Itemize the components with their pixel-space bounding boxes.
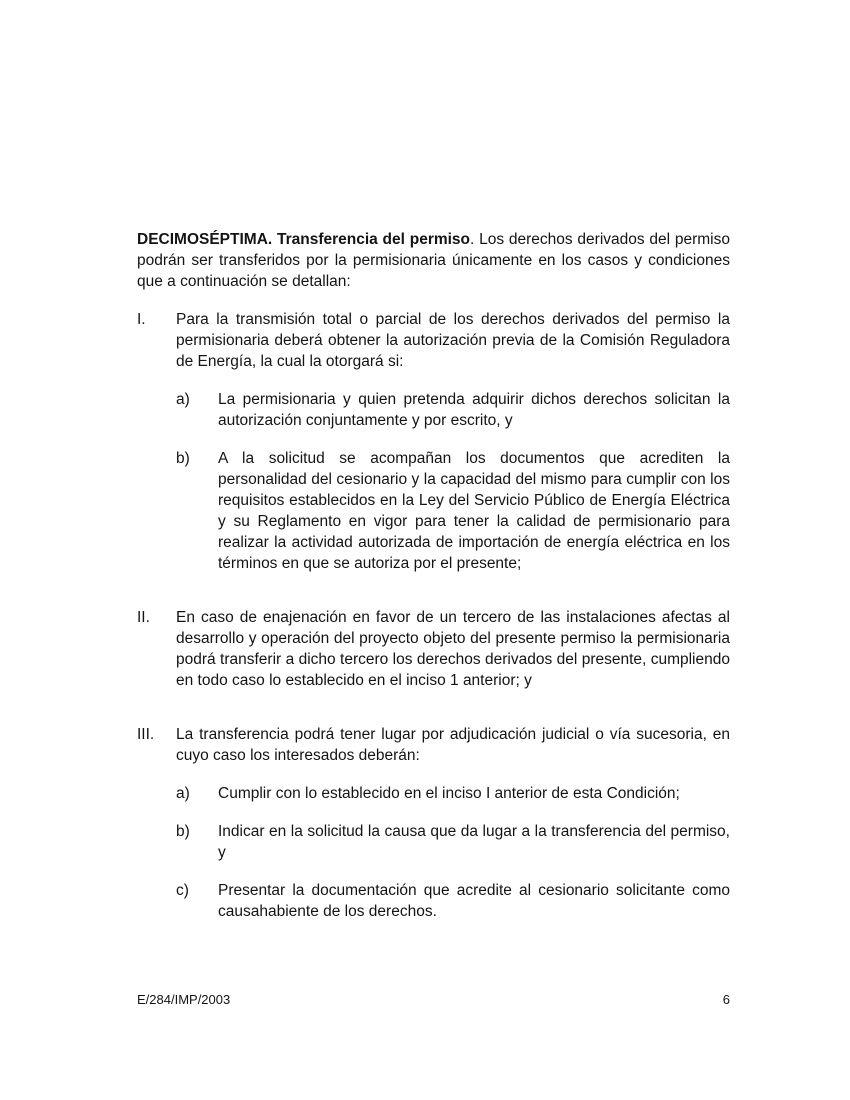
clause-title: DECIMOSÉPTIMA. Transferencia del permiso [137,231,471,248]
section-text: En caso de enajenación en favor de un tercero de las instalaciones afectas al desarrollo y operación del proyecto objeto del presente permiso la permisionaria podrá transferir a dicho tercero los derechos derivados del presente, cumpliendo en todo caso lo establecido en el inciso 1 anterior; y [176,609,730,689]
section-roman-i [137,309,730,574]
section-number: I. [137,311,146,328]
item-text: Cumplir con lo establecido en el inciso I anterior de esta Condición; [218,785,680,802]
section-text: Para la transmisión total o parcial de los derechos derivados del permiso la permisionaria deberá obtener la autorización previa de la Comisión Reguladora de Energía, la cual la otorgará si: [176,311,730,370]
section-roman-ii [137,607,730,691]
section-body [176,309,730,574]
item-text: Indicar en la solicitud la causa que da lugar a la transferencia del permiso, y [218,823,730,861]
page-number: 6 [722,992,730,1007]
list-item-iii-a [176,783,730,804]
clause-intro-text: . Los derechos derivados del permiso podrán ser transferidos por la permisionaria únicamente en los casos y condiciones que a continuación se detallan: [137,231,730,290]
section-number: III. [137,726,155,743]
item-label: a) [176,391,190,408]
item-text: Presentar la documentación que acredite al cesionario solicitante como causahabiente de los derechos. [218,882,730,920]
list-item-iii-b [176,821,730,863]
clause-paragraph [137,229,730,292]
section-body [176,724,730,922]
item-label: b) [176,823,190,840]
section-text: La transferencia podrá tener lugar por adjudicación judicial o vía sucesoria, en cuyo caso los interesados deberán: [176,726,730,764]
list-item-i-b [176,448,730,574]
document-reference: E/284/IMP/2003 [137,992,231,1007]
list-item-i-a [176,389,730,431]
item-label: c) [176,882,189,899]
list-item-iii-c [176,880,730,922]
section-body [176,607,730,691]
page-footer [137,992,730,1008]
section-number: II. [137,609,150,626]
document-content [137,229,730,922]
item-label: a) [176,785,190,802]
item-label: b) [176,450,190,467]
section-roman-iii [137,724,730,922]
item-text: A la solicitud se acompañan los documentos que acrediten la personalidad del cesionario y la capacidad del mismo para cumplir con los requisitos establecidos en la Ley del Servicio Público de Energía Eléctrica y su Reglamento en vigor para tener la calidad de permisionario para realizar la actividad autorizada de importación de energía eléctrica en los términos en que se autoriza por el presente; [218,450,730,572]
item-text: La permisionaria y quien pretenda adquirir dichos derechos solicitan la autorización conjuntamente y por escrito, y [218,391,730,429]
